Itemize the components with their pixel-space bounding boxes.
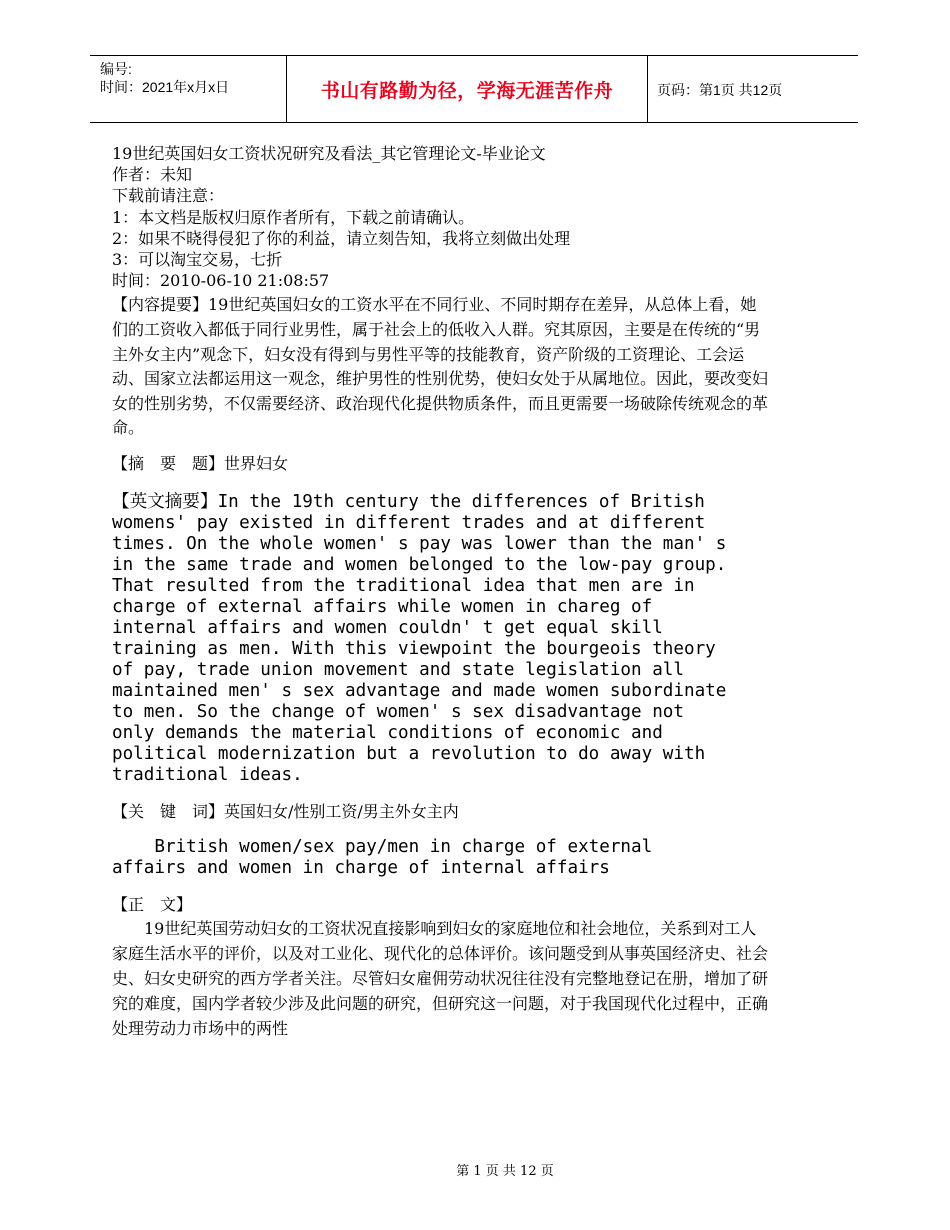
header-right-cell [647, 56, 858, 122]
keywords-english: British women/sex pay/men in charge of external affairs and women in charge of internal affairs [112, 837, 653, 879]
notice-heading: 下载前请注意： [112, 186, 225, 206]
header-page-info: 页码：第1页 共12页 [657, 82, 783, 98]
document-time-label: 时间：2021年x月x日 [100, 79, 230, 95]
document-author: 作者：未知 [112, 165, 193, 185]
header-motto: 书山有路勤为径，学海无涯苦作舟 [320, 80, 614, 102]
body-heading: 【正 文】 [112, 895, 193, 915]
document-header [90, 55, 858, 123]
abstract-chinese: 【内容提要】19世纪英国妇女的工资水平在不同行业、不同时期存在差异，从总体上看，她们的工资收入都低于同行业男性，属于社会上的低收入人群。究其原因，主要是在传统的“男主外女主内”观念下，妇女没有得到与男性平等的技能教育，资产阶级的工资理论、工会运动、国家立法都运用这一观念，维护男性的性别优势，使妇女处于从属地位。因此，要改变妇女的性别劣势，不仅需要经济、政治现代化提供物质条件，而且更需要一场破除传统观念的革命。 [112, 295, 769, 438]
document-title: 19世纪英国妇女工资状况研究及看法_其它管理论文-毕业论文 [112, 144, 546, 163]
subject-heading: 【摘 要 题】世界妇女 [112, 453, 289, 473]
document-time: 时间：2010-06-10 21:08:57 [112, 271, 330, 291]
notice-item-2: 2：如果不晓得侵犯了你的利益，请立刻告知，我将立刻做出处理 [112, 228, 571, 248]
keywords-chinese: 【关 键 词】英国妇女/性别工资/男主外女主内 [112, 802, 459, 822]
document-body [112, 143, 772, 1041]
page-footer: 第 1 页 共 12 页 [456, 1164, 554, 1179]
abstract-english: 【英文摘要】In the 19th century the differences of British womens' pay existed in different trades and at different times. On the whole women' s pay was lower than the man' s in the same trade and women belonged to the low-pay group. That resulted from the traditional idea that men are in charge of external affairs while women in chareg of internal affairs and women couldn' t get equal skill training as men. With this viewpoint the bourgeois theory of pay, trade union movement and state legislation all maintained men' s sex advantage and made women subordinate to men. So the change of women' s sex disadvantage not only demands the material conditions of economic and political modernization but a revolution to do away with traditional ideas. [112, 492, 727, 786]
header-middle-cell [286, 56, 648, 122]
header-left-cell [90, 56, 286, 122]
document-number-label: 编号: [100, 61, 132, 77]
notice-item-3: 3：可以淘宝交易，七折 [112, 250, 283, 270]
notice-item-1: 1：本文档是版权归原作者所有，下载之前请确认。 [112, 207, 475, 227]
body-paragraph: 19世纪英国劳动妇女的工资状况直接影响到妇女的家庭地位和社会地位，关系到对工人家庭生活水平的评价，以及对工业化、现代化的总体评价。该问题受到从事英国经济史、社会史、妇女史研究的西方学者关注。尽管妇女雇佣劳动状况往往没有完整地登记在册，增加了研究的难度，国内学者较少涉及此问题的研究，但研究这一问题，对于我国现代化过程中，正确处理劳动力市场中的两性 [112, 918, 769, 1038]
